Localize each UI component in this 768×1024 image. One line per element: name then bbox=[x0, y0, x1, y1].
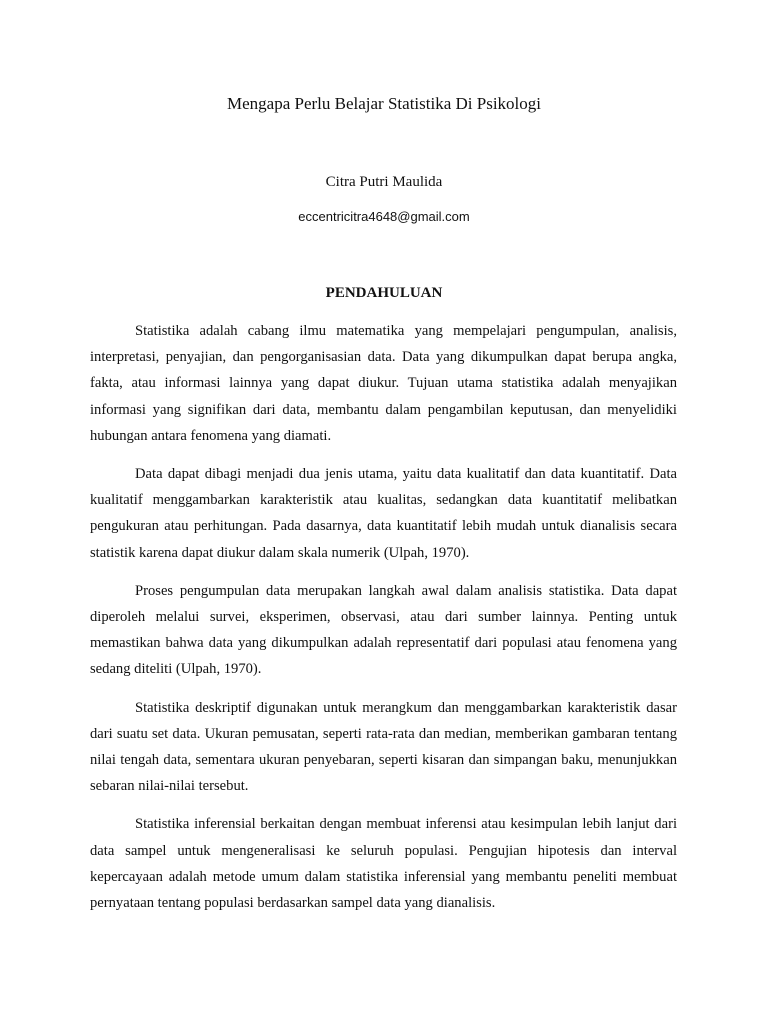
paragraph-2: Data dapat dibagi menjadi dua jenis utama, yaitu data kualitatif dan data kuantitatif. Data kualitatif menggambarkan karakteristik atau kualitas, sedangkan data kuantitatif melibatkan pengukuran atau perhitungan. Pada dasarnya, data kuantitatif lebih mudah untuk dianalisis secara statistik karena dapat diukur dalam skala numerik (Ulpah, 1970). bbox=[90, 466, 677, 561]
paragraph-4: Statistika deskriptif digunakan untuk merangkum dan menggambarkan karakteristik dasar dari suatu set data. Ukuran pemusatan, seperti rata-rata dan median, memberikan gambaran tentang nilai tengah data, sementara ukuran penyebaran, seperti kisaran dan simpangan baku, menunjukkan sebaran nilai-nilai tersebut. bbox=[90, 699, 677, 795]
paragraph-3: Proses pengumpulan data merupakan langkah awal dalam analisis statistika. Data dapat diperoleh melalui survei, eksperimen, observasi, atau dari sumber lainnya. Penting untuk memastikan bahwa data yang dikumpulkan adalah representatif dari populasi atau fenomena yang sedang diteliti (Ulpah, 1970). bbox=[90, 582, 677, 678]
author-name: Citra Putri Maulida bbox=[325, 174, 443, 190]
paragraph-1: Statistika adalah cabang ilmu matematika yang mempelajari pengumpulan, analisis, interpretasi, penyajian, dan pengorganisasian data. Data yang dikumpulkan dapat berupa angka, fakta, atau informasi lainnya yang dapat diukur. Tujuan utama statistika adalah menyajikan informasi yang signifikan dari data, membantu dalam pengambilan keputusan, dan menyelidiki hubungan antara fenomena yang diamati. bbox=[90, 323, 677, 444]
author-email: eccentricitra4648@gmail.com bbox=[298, 209, 470, 224]
document-title: Mengapa Perlu Belajar Statistika Di Psikologi bbox=[227, 94, 541, 113]
paragraph-5: Statistika inferensial berkaitan dengan membuat inferensi atau kesimpulan lebih lanjut dari data sampel untuk mengeneralisasi ke seluruh populasi. Pengujian hipotesis dan interval kepercayaan adalah metode umum dalam statistika inferensial yang membantu peneliti membuat pernyataan tentang populasi berdasarkan sampel data yang dianalisis. bbox=[90, 816, 677, 912]
section-heading: PENDAHULUAN bbox=[325, 285, 443, 301]
body-text bbox=[90, 318, 677, 928]
